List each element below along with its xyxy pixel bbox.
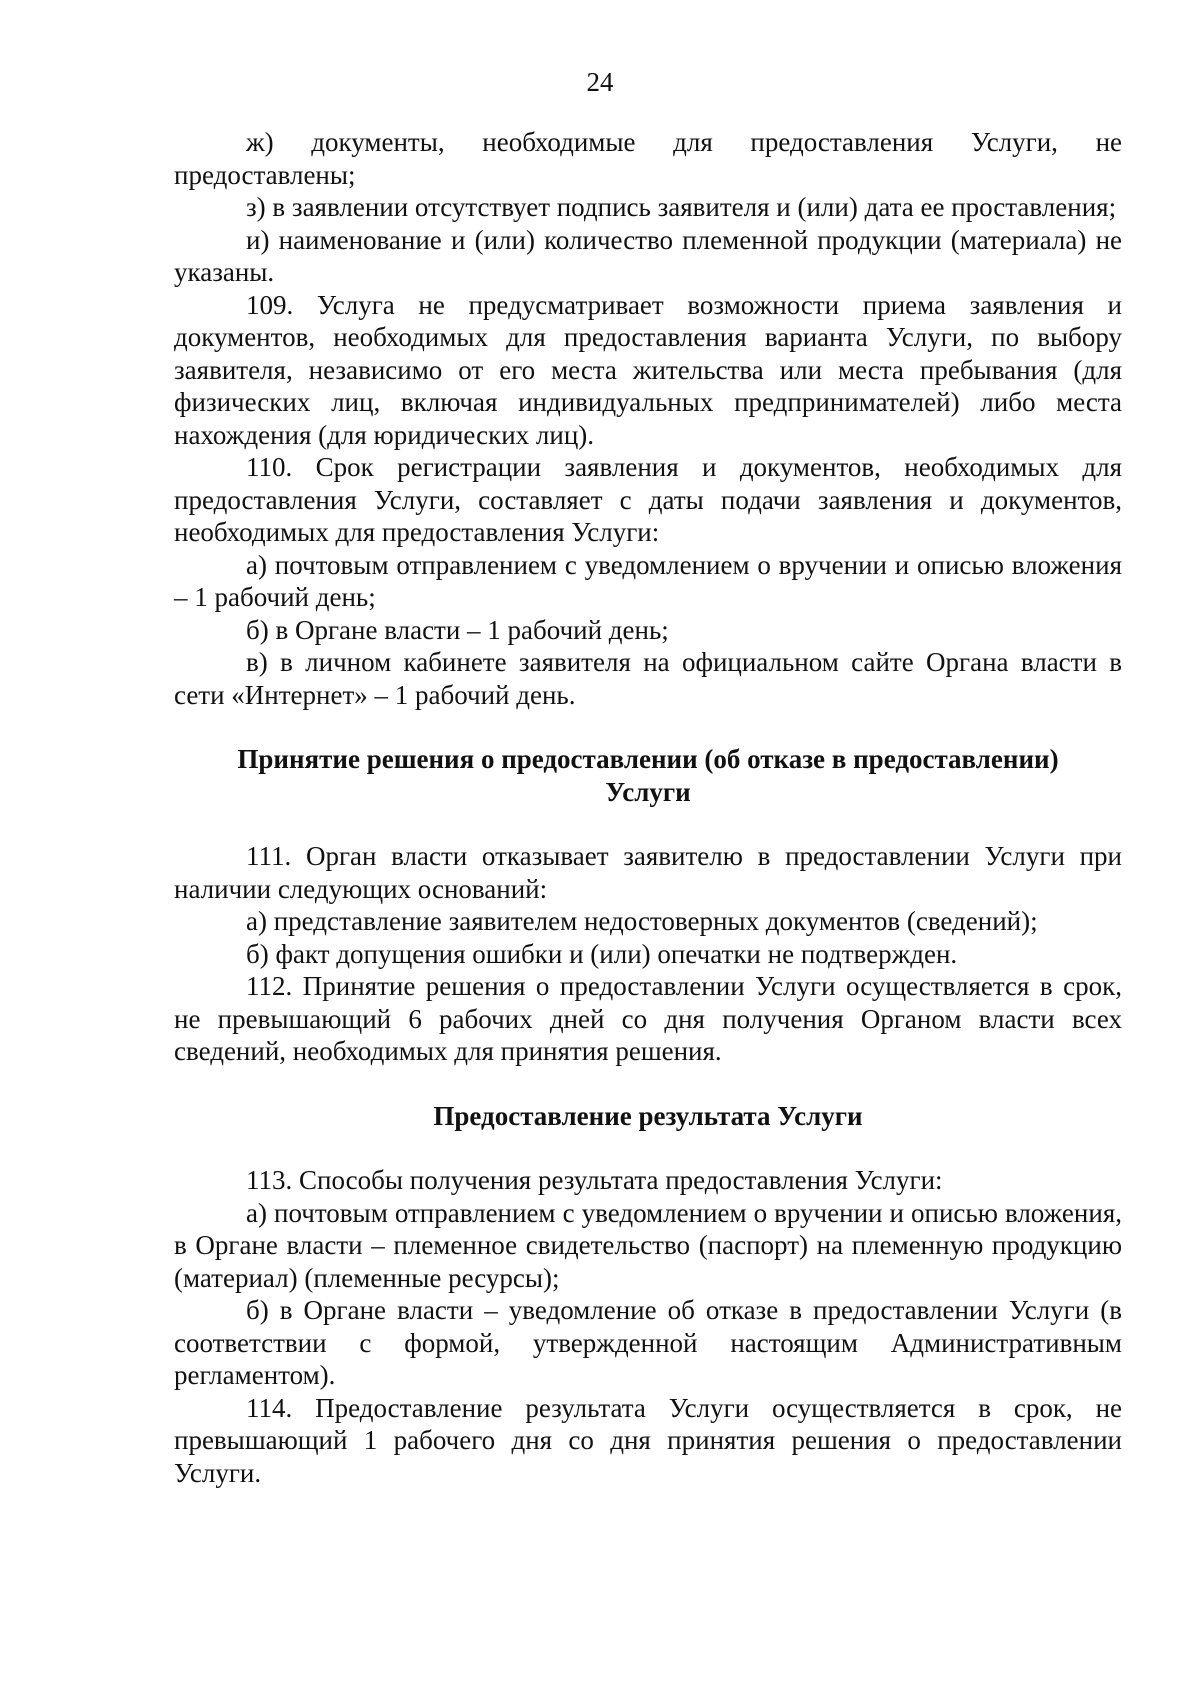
paragraph-110-v: в) в личном кабинете заявителя на официальном сайте Органа власти в сети «Интернет» – 1 рабочий день. xyxy=(174,647,1122,710)
paragraph-113-a: а) почтовым отправлением с уведомлением о вручении и описью вложения, в Органе власти – племенное свидетельство (паспорт) на племенную продукцию (материал) (племенные ресурсы); xyxy=(174,1197,1122,1293)
paragraph-110-b: б) в Органе власти – 1 рабочий день; xyxy=(246,614,669,645)
section-heading-decision-line2: Услуги xyxy=(605,776,691,807)
paragraph-zh: ж) документы, необходимые для предоставления Услуги, не предоставлены; xyxy=(174,127,1122,190)
paragraph-112: 112. Принятие решения о предоставлении Услуги осуществляется в срок, не превышающий 6 рабочих дней со дня получения Органом власти всех сведений, необходимых для принятия решения. xyxy=(174,971,1122,1066)
paragraph-110: 110. Срок регистрации заявления и документов, необходимых для предоставления Услуги, составляет с даты подачи заявления и документов, необходимых для предоставления Услуги: xyxy=(174,452,1122,547)
paragraph-111: 111. Орган власти отказывает заявителю в предоставлении Услуги при наличии следующих оснований: xyxy=(174,841,1122,904)
paragraph-109: 109. Услуга не предусматривает возможности приема заявления и документов, необходимых для предоставления варианта Услуги, по выбору заявителя, независимо от его места жительства или места пребывания (для физических лиц, включая индивидуальных предпринимателей) либо места нахождения (для юридических лиц). xyxy=(174,289,1122,450)
section-heading-decision-line1: Принятие решения о предоставлении (об отказе в предоставлении) xyxy=(237,744,1059,774)
paragraph-113-b: б) в Органе власти – уведомление об отказе в предоставлении Услуги (в соответствии с формой, утвержденной настоящим Административным регламентом). xyxy=(174,1295,1122,1390)
section-heading-result xyxy=(174,1100,1122,1133)
document-body xyxy=(174,126,1122,1489)
section-heading-result-title: Предоставление результата Услуги xyxy=(433,1100,863,1131)
paragraph-111-b: б) факт допущения ошибки и (или) опечатки не подтвержден. xyxy=(246,938,958,969)
paragraph-110-a: а) почтовым отправлением с уведомлением о вручении и описью вложения – 1 рабочий день; xyxy=(174,549,1122,612)
page-number: 24 xyxy=(586,67,614,97)
paragraph-114: 114. Предоставление результата Услуги осуществляется в срок, не превышающий 1 рабочего дня со дня принятия решения о предоставлении Услуги. xyxy=(174,1392,1122,1488)
paragraph-111-a: а) представление заявителем недостоверных документов (сведений); xyxy=(246,906,1038,936)
paragraph-z: з) в заявлении отсутствует подпись заявителя и (или) дата ее проставления; xyxy=(246,192,1117,222)
paragraph-i: и) наименование и (или) количество племенной продукции (материала) не указаны. xyxy=(174,224,1122,287)
section-heading-decision xyxy=(174,743,1122,808)
paragraph-113: 113. Способы получения результата предоставления Услуги: xyxy=(246,1165,943,1195)
